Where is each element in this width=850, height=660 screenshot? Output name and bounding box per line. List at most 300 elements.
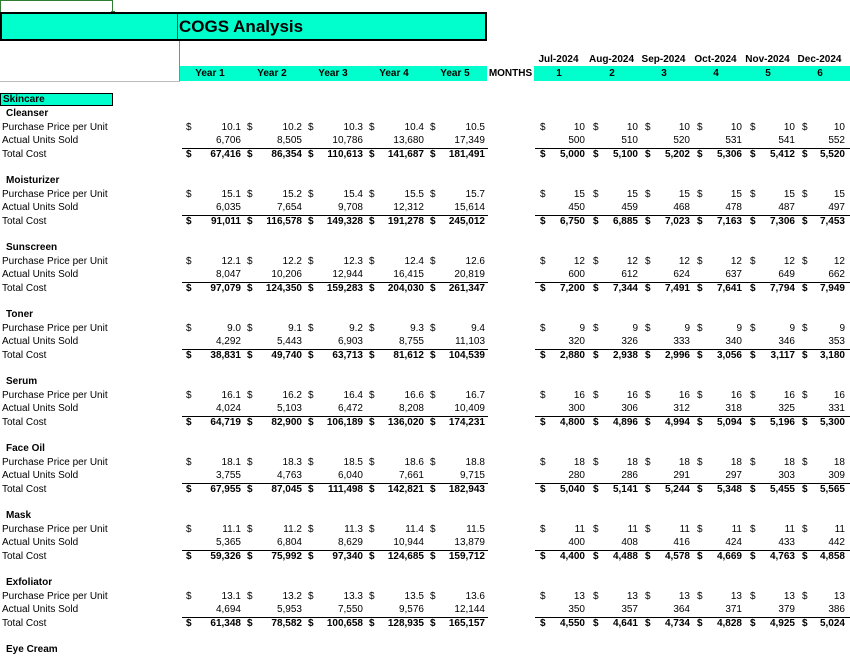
units-month-cell[interactable]: 408	[621, 537, 638, 548]
units-month-cell[interactable]: 340	[725, 336, 742, 347]
price-month-cell[interactable]: 16	[573, 390, 585, 401]
total-year-cell[interactable]: 174,231	[448, 417, 485, 428]
units-month-cell[interactable]: 306	[621, 403, 638, 414]
total-year-cell[interactable]: 75,992	[271, 551, 302, 562]
units-month-cell[interactable]: 386	[828, 604, 845, 615]
price-year-cell[interactable]: 13.5	[404, 591, 424, 602]
price-year-cell[interactable]: 15.7	[465, 189, 485, 200]
total-month-cell[interactable]: 4,734	[664, 618, 690, 629]
total-month-cell[interactable]: 3,180	[819, 350, 845, 361]
total-year-cell[interactable]: 182,943	[448, 484, 485, 495]
units-year-cell[interactable]: 6,472	[337, 403, 363, 414]
price-month-cell[interactable]: 15	[783, 189, 795, 200]
month-name-header[interactable]: Nov-2024	[745, 54, 790, 65]
units-year-cell[interactable]: 6,035	[215, 202, 241, 213]
price-year-cell[interactable]: 13.3	[343, 591, 363, 602]
price-year-cell[interactable]: 13.1	[221, 591, 241, 602]
total-month-cell[interactable]: 4,550	[559, 618, 585, 629]
price-month-cell[interactable]: 13	[833, 591, 845, 602]
total-year-cell[interactable]: 181,491	[448, 149, 485, 160]
price-year-cell[interactable]: 16.4	[343, 390, 363, 401]
units-month-cell[interactable]: 286	[621, 470, 638, 481]
price-month-cell[interactable]: 13	[730, 591, 742, 602]
price-year-cell[interactable]: 18.5	[343, 457, 363, 468]
total-year-cell[interactable]: 38,831	[210, 350, 241, 361]
total-month-cell[interactable]: 4,400	[559, 551, 585, 562]
price-month-cell[interactable]: 10	[783, 122, 795, 133]
total-month-cell[interactable]: 7,344	[612, 283, 638, 294]
year-header[interactable]: Year 1	[195, 68, 225, 79]
units-month-cell[interactable]: 353	[828, 336, 845, 347]
price-year-cell[interactable]: 16.7	[465, 390, 485, 401]
units-month-cell[interactable]: 371	[725, 604, 742, 615]
total-month-cell[interactable]: 4,641	[612, 618, 638, 629]
total-month-cell[interactable]: 4,994	[664, 417, 690, 428]
total-year-cell[interactable]: 111,498	[327, 484, 363, 495]
units-year-cell[interactable]: 4,292	[215, 336, 241, 347]
units-month-cell[interactable]: 497	[828, 202, 845, 213]
units-month-cell[interactable]: 637	[725, 269, 742, 280]
price-month-cell[interactable]: 16	[833, 390, 845, 401]
total-month-cell[interactable]: 7,200	[559, 283, 585, 294]
units-month-cell[interactable]: 379	[778, 604, 795, 615]
price-month-cell[interactable]: 16	[626, 390, 638, 401]
total-year-cell[interactable]: 128,935	[387, 618, 424, 629]
price-year-cell[interactable]: 9.3	[410, 323, 424, 334]
year-header[interactable]: Year 2	[257, 68, 287, 79]
price-year-cell[interactable]: 12.4	[404, 256, 424, 267]
units-year-cell[interactable]: 5,443	[276, 336, 302, 347]
price-month-cell[interactable]: 12	[833, 256, 845, 267]
month-number-header[interactable]: 1	[556, 68, 562, 79]
total-month-cell[interactable]: 5,141	[612, 484, 638, 495]
price-month-cell[interactable]: 12	[730, 256, 742, 267]
price-year-cell[interactable]: 16.2	[282, 390, 302, 401]
units-month-cell[interactable]: 450	[568, 202, 585, 213]
price-year-cell[interactable]: 11.5	[466, 524, 485, 535]
total-month-cell[interactable]: 5,520	[819, 149, 845, 160]
price-year-cell[interactable]: 10.5	[465, 122, 485, 133]
price-year-cell[interactable]: 10.2	[282, 122, 302, 133]
units-month-cell[interactable]: 433	[778, 537, 795, 548]
price-year-cell[interactable]: 18.6	[404, 457, 424, 468]
month-number-header[interactable]: 3	[661, 68, 667, 79]
price-year-cell[interactable]: 13.6	[465, 591, 485, 602]
total-year-cell[interactable]: 191,278	[387, 216, 424, 227]
units-month-cell[interactable]: 459	[621, 202, 638, 213]
total-year-cell[interactable]: 97,079	[210, 283, 241, 294]
units-year-cell[interactable]: 12,944	[332, 269, 363, 280]
units-month-cell[interactable]: 357	[621, 604, 638, 615]
units-year-cell[interactable]: 8,629	[337, 537, 363, 548]
total-year-cell[interactable]: 261,347	[448, 283, 485, 294]
category-cell[interactable]: Skincare	[0, 93, 113, 106]
total-year-cell[interactable]: 124,685	[387, 551, 424, 562]
price-month-cell[interactable]: 15	[833, 189, 845, 200]
price-month-cell[interactable]: 16	[730, 390, 742, 401]
total-month-cell[interactable]: 5,202	[664, 149, 690, 160]
price-month-cell[interactable]: 11	[574, 524, 585, 535]
units-month-cell[interactable]: 326	[621, 336, 638, 347]
currency-symbol: $	[802, 216, 808, 227]
units-month-cell[interactable]: 280	[568, 470, 585, 481]
units-year-cell[interactable]: 10,944	[393, 537, 424, 548]
units-month-cell[interactable]: 442	[828, 537, 845, 548]
units-year-cell[interactable]: 4,694	[215, 604, 241, 615]
total-month-cell[interactable]: 5,000	[559, 149, 585, 160]
total-year-cell[interactable]: 142,821	[387, 484, 424, 495]
price-month-cell[interactable]: 18	[783, 457, 795, 468]
total-month-cell[interactable]: 5,196	[769, 417, 795, 428]
total-year-cell[interactable]: 49,740	[271, 350, 302, 361]
units-year-cell[interactable]: 6,040	[337, 470, 363, 481]
total-month-cell[interactable]: 6,750	[559, 216, 585, 227]
units-year-cell[interactable]: 10,206	[271, 269, 302, 280]
units-month-cell[interactable]: 291	[673, 470, 690, 481]
product-name[interactable]: Face Oil	[6, 443, 45, 454]
units-year-cell[interactable]: 6,706	[215, 135, 241, 146]
units-year-cell[interactable]: 11,103	[455, 336, 485, 347]
price-month-cell[interactable]: 9	[632, 323, 638, 334]
price-year-cell[interactable]: 12.3	[343, 256, 363, 267]
price-month-cell[interactable]: 12	[626, 256, 638, 267]
total-month-cell[interactable]: 5,244	[664, 484, 690, 495]
price-month-cell[interactable]: 11	[731, 524, 742, 535]
units-month-cell[interactable]: 333	[673, 336, 690, 347]
price-year-cell[interactable]: 11.1	[222, 524, 241, 535]
units-year-cell[interactable]: 8,047	[215, 269, 241, 280]
price-year-cell[interactable]: 18.1	[221, 457, 241, 468]
total-year-cell[interactable]: 82,900	[271, 417, 302, 428]
currency-symbol: $	[750, 551, 756, 562]
price-month-cell[interactable]: 9	[736, 323, 742, 334]
month-name-header[interactable]: Sep-2024	[641, 54, 686, 65]
units-year-cell[interactable]: 7,661	[398, 470, 424, 481]
price-year-cell[interactable]: 9.1	[288, 323, 302, 334]
month-number-header[interactable]: 4	[713, 68, 719, 79]
units-month-cell[interactable]: 541	[778, 135, 795, 146]
total-year-cell[interactable]: 97,340	[332, 551, 363, 562]
price-year-cell[interactable]: 18.3	[282, 457, 302, 468]
price-month-cell[interactable]: 16	[783, 390, 795, 401]
units-year-cell[interactable]: 9,576	[398, 604, 424, 615]
total-year-cell[interactable]: 165,157	[448, 618, 485, 629]
units-month-cell[interactable]: 468	[673, 202, 690, 213]
total-month-cell[interactable]: 4,858	[819, 551, 845, 562]
total-month-cell[interactable]: 5,024	[819, 618, 845, 629]
total-year-cell[interactable]: 91,011	[210, 216, 241, 227]
price-month-cell[interactable]: 13	[783, 591, 795, 602]
month-name-header[interactable]: Oct-2024	[694, 54, 737, 65]
price-month-cell[interactable]: 18	[573, 457, 585, 468]
total-month-cell[interactable]: 5,565	[819, 484, 845, 495]
total-month-cell[interactable]: 2,996	[664, 350, 690, 361]
price-year-cell[interactable]: 15.2	[282, 189, 302, 200]
price-month-cell[interactable]: 10	[573, 122, 585, 133]
total-year-cell[interactable]: 61,348	[210, 618, 241, 629]
total-year-cell[interactable]: 78,582	[271, 618, 302, 629]
total-year-cell[interactable]: 116,578	[266, 216, 302, 227]
product-name[interactable]: Eye Cream	[6, 644, 58, 655]
units-year-cell[interactable]: 5,953	[276, 604, 302, 615]
total-month-cell[interactable]: 4,896	[612, 417, 638, 428]
total-year-cell[interactable]: 67,416	[210, 149, 241, 160]
months-label: MONTHS	[488, 68, 533, 79]
product-name[interactable]: Serum	[6, 376, 38, 387]
total-year-cell[interactable]: 110,613	[327, 149, 363, 160]
units-year-cell[interactable]: 10,786	[332, 135, 363, 146]
price-month-cell[interactable]: 11	[784, 524, 795, 535]
units-month-cell[interactable]: 350	[568, 604, 585, 615]
month-name-header[interactable]: Dec-2024	[797, 54, 842, 65]
units-year-cell[interactable]: 13,680	[393, 135, 424, 146]
price-month-cell[interactable]: 9	[579, 323, 585, 334]
currency-symbol: $	[430, 189, 436, 200]
price-month-cell[interactable]: 15	[626, 189, 638, 200]
total-row-label: Total Cost	[2, 283, 47, 294]
price-year-cell[interactable]: 13.2	[282, 591, 302, 602]
total-year-cell[interactable]: 159,712	[448, 551, 485, 562]
price-month-cell[interactable]: 12	[783, 256, 795, 267]
total-year-cell[interactable]: 100,658	[326, 618, 363, 629]
price-year-cell[interactable]: 10.4	[404, 122, 424, 133]
price-month-cell[interactable]: 10	[626, 122, 638, 133]
price-year-cell[interactable]: 9.2	[349, 323, 363, 334]
price-month-cell[interactable]: 18	[730, 457, 742, 468]
units-year-cell[interactable]: 16,415	[393, 269, 424, 280]
units-year-cell[interactable]: 13,879	[454, 537, 485, 548]
price-month-cell[interactable]: 16	[678, 390, 690, 401]
price-year-cell[interactable]: 12.2	[282, 256, 302, 267]
total-year-cell[interactable]: 87,045	[271, 484, 302, 495]
units-month-cell[interactable]: 400	[568, 537, 585, 548]
units-month-cell[interactable]: 303	[778, 470, 795, 481]
units-year-cell[interactable]: 6,903	[337, 336, 363, 347]
units-month-cell[interactable]: 662	[828, 269, 845, 280]
units-year-cell[interactable]: 17,349	[454, 135, 485, 146]
price-month-cell[interactable]: 11	[834, 524, 845, 535]
units-year-cell[interactable]: 9,708	[337, 202, 363, 213]
product-name[interactable]: Sunscreen	[6, 242, 58, 253]
price-month-cell[interactable]: 11	[627, 524, 638, 535]
price-month-cell[interactable]: 11	[679, 524, 690, 535]
price-month-cell[interactable]: 13	[678, 591, 690, 602]
units-year-cell[interactable]: 3,755	[215, 470, 241, 481]
units-year-cell[interactable]: 9,715	[459, 470, 485, 481]
total-year-cell[interactable]: 67,955	[210, 484, 241, 495]
total-month-cell[interactable]: 6,885	[612, 216, 638, 227]
units-month-cell[interactable]: 325	[778, 403, 795, 414]
total-year-cell[interactable]: 106,189	[326, 417, 363, 428]
units-month-cell[interactable]: 318	[725, 403, 742, 414]
total-year-cell[interactable]: 63,713	[332, 350, 363, 361]
units-month-cell[interactable]: 297	[725, 470, 742, 481]
units-year-cell[interactable]: 8,208	[398, 403, 424, 414]
price-year-cell[interactable]: 10.1	[221, 122, 241, 133]
units-year-cell[interactable]: 20,819	[454, 269, 485, 280]
total-month-cell[interactable]: 2,880	[559, 350, 585, 361]
total-month-cell[interactable]: 4,828	[716, 618, 742, 629]
total-year-cell[interactable]: 204,030	[387, 283, 424, 294]
product-name[interactable]: Cleanser	[6, 108, 49, 119]
price-year-cell[interactable]: 16.1	[221, 390, 241, 401]
product-name[interactable]: Exfoliator	[6, 577, 53, 588]
units-year-cell[interactable]: 8,505	[276, 135, 302, 146]
units-year-cell[interactable]: 6,804	[276, 537, 302, 548]
units-month-cell[interactable]: 600	[568, 269, 585, 280]
price-year-cell[interactable]: 12.6	[465, 256, 485, 267]
total-month-cell[interactable]: 7,949	[819, 283, 845, 294]
units-year-cell[interactable]: 7,550	[337, 604, 363, 615]
units-month-cell[interactable]: 624	[673, 269, 690, 280]
price-month-cell[interactable]: 9	[789, 323, 795, 334]
units-month-cell[interactable]: 364	[673, 604, 690, 615]
product-name[interactable]: Moisturizer	[6, 175, 60, 186]
month-number-header[interactable]: 5	[765, 68, 771, 79]
month-number-header[interactable]: 2	[609, 68, 615, 79]
price-month-cell[interactable]: 18	[626, 457, 638, 468]
units-year-cell[interactable]: 4,024	[215, 403, 241, 414]
total-year-cell[interactable]: 59,326	[210, 551, 241, 562]
units-month-cell[interactable]: 612	[621, 269, 638, 280]
price-month-cell[interactable]: 9	[839, 323, 845, 334]
units-year-cell[interactable]: 15,614	[454, 202, 485, 213]
units-month-cell[interactable]: 424	[725, 537, 742, 548]
total-year-cell[interactable]: 245,012	[448, 216, 485, 227]
units-year-cell[interactable]: 7,654	[276, 202, 302, 213]
total-month-cell[interactable]: 4,925	[769, 618, 795, 629]
month-number-header[interactable]: 6	[817, 68, 823, 79]
units-year-cell[interactable]: 4,763	[276, 470, 302, 481]
product-name[interactable]: Mask	[6, 510, 32, 521]
price-year-cell[interactable]: 15.5	[404, 189, 424, 200]
units-year-cell[interactable]: 10,409	[454, 403, 485, 414]
price-year-cell[interactable]: 11.4	[405, 524, 424, 535]
price-year-cell[interactable]: 10.3	[343, 122, 363, 133]
units-month-cell[interactable]: 309	[828, 470, 845, 481]
total-month-cell[interactable]: 5,300	[819, 417, 845, 428]
units-month-cell[interactable]: 531	[725, 135, 742, 146]
total-month-cell[interactable]: 5,455	[769, 484, 795, 495]
units-year-cell[interactable]: 8,755	[398, 336, 424, 347]
price-month-cell[interactable]: 18	[833, 457, 845, 468]
currency-symbol: $	[697, 618, 703, 629]
total-month-cell[interactable]: 5,040	[559, 484, 585, 495]
total-year-cell[interactable]: 64,719	[210, 417, 241, 428]
total-month-cell[interactable]: 2,938	[612, 350, 638, 361]
units-month-cell[interactable]: 478	[725, 202, 742, 213]
price-month-cell[interactable]: 15	[573, 189, 585, 200]
total-month-cell[interactable]: 7,163	[716, 216, 742, 227]
total-month-cell[interactable]: 4,578	[664, 551, 690, 562]
price-month-cell[interactable]: 15	[678, 189, 690, 200]
total-month-cell[interactable]: 7,306	[769, 216, 795, 227]
price-row-label: Purchase Price per Unit	[2, 524, 108, 535]
total-month-cell[interactable]: 5,348	[716, 484, 742, 495]
price-month-cell[interactable]: 18	[678, 457, 690, 468]
price-year-cell[interactable]: 12.1	[221, 256, 241, 267]
price-year-cell[interactable]: 15.4	[343, 189, 363, 200]
total-year-cell[interactable]: 81,612	[393, 350, 424, 361]
units-month-cell[interactable]: 487	[778, 202, 795, 213]
units-year-cell[interactable]: 5,365	[215, 537, 241, 548]
units-month-cell[interactable]: 510	[621, 135, 638, 146]
total-month-cell[interactable]: 7,453	[819, 216, 845, 227]
total-month-cell[interactable]: 5,412	[769, 149, 795, 160]
price-year-cell[interactable]: 18.8	[465, 457, 485, 468]
total-month-cell[interactable]: 5,100	[612, 149, 638, 160]
price-month-cell[interactable]: 13	[626, 591, 638, 602]
total-month-cell[interactable]: 4,763	[769, 551, 795, 562]
units-month-cell[interactable]: 331	[828, 403, 845, 414]
total-year-cell[interactable]: 141,687	[387, 149, 424, 160]
price-month-cell[interactable]: 10	[730, 122, 742, 133]
total-year-cell[interactable]: 149,328	[326, 216, 363, 227]
year-header[interactable]: Year 5	[440, 68, 470, 79]
units-year-cell[interactable]: 12,144	[454, 604, 485, 615]
price-month-cell[interactable]: 12	[573, 256, 585, 267]
units-year-cell[interactable]: 5,103	[276, 403, 302, 414]
price-month-cell[interactable]: 10	[678, 122, 690, 133]
total-month-cell[interactable]: 4,669	[716, 551, 742, 562]
total-month-cell[interactable]: 3,117	[770, 350, 795, 361]
total-month-cell[interactable]: 7,794	[769, 283, 795, 294]
price-month-cell[interactable]: 15	[730, 189, 742, 200]
total-month-cell[interactable]: 4,800	[559, 417, 585, 428]
price-year-cell[interactable]: 9.4	[471, 323, 485, 334]
units-month-cell[interactable]: 416	[673, 537, 690, 548]
price-year-cell[interactable]: 16.6	[404, 390, 424, 401]
price-month-cell[interactable]: 9	[684, 323, 690, 334]
total-month-cell[interactable]: 7,491	[664, 283, 690, 294]
units-month-cell[interactable]: 300	[568, 403, 585, 414]
total-year-cell[interactable]: 159,283	[326, 283, 363, 294]
units-month-cell[interactable]: 520	[673, 135, 690, 146]
units-month-cell[interactable]: 649	[778, 269, 795, 280]
currency-symbol: $	[430, 283, 436, 294]
units-year-cell[interactable]: 12,312	[393, 202, 424, 213]
total-month-cell[interactable]: 5,306	[716, 149, 742, 160]
price-year-cell[interactable]: 9.0	[227, 323, 241, 334]
year-header[interactable]: Year 3	[318, 68, 348, 79]
year-header[interactable]: Year 4	[379, 68, 409, 79]
price-year-cell[interactable]: 11.3	[344, 524, 363, 535]
product-name[interactable]: Toner	[6, 309, 34, 320]
month-name-header[interactable]: Jul-2024	[538, 54, 579, 65]
units-month-cell[interactable]: 346	[778, 336, 795, 347]
units-month-cell[interactable]: 552	[828, 135, 845, 146]
currency-symbol: $	[369, 390, 375, 401]
total-year-cell[interactable]: 124,350	[265, 283, 302, 294]
units-month-cell[interactable]: 320	[568, 336, 585, 347]
total-year-cell[interactable]: 86,354	[271, 149, 302, 160]
total-month-cell[interactable]: 7,023	[664, 216, 690, 227]
total-month-cell[interactable]: 3,056	[716, 350, 742, 361]
total-month-cell[interactable]: 4,488	[612, 551, 638, 562]
units-month-cell[interactable]: 312	[673, 403, 690, 414]
price-month-cell[interactable]: 10	[833, 122, 845, 133]
price-month-cell[interactable]: 12	[678, 256, 690, 267]
units-month-cell[interactable]: 500	[568, 135, 585, 146]
month-name-header[interactable]: Aug-2024	[588, 54, 634, 65]
price-year-cell[interactable]: 15.1	[221, 189, 241, 200]
total-year-cell[interactable]: 104,539	[448, 350, 485, 361]
total-year-cell[interactable]: 136,020	[387, 417, 424, 428]
total-month-cell[interactable]: 7,641	[716, 283, 742, 294]
total-month-cell[interactable]: 5,094	[716, 417, 742, 428]
price-month-cell[interactable]: 13	[573, 591, 585, 602]
price-year-cell[interactable]: 11.2	[283, 524, 302, 535]
